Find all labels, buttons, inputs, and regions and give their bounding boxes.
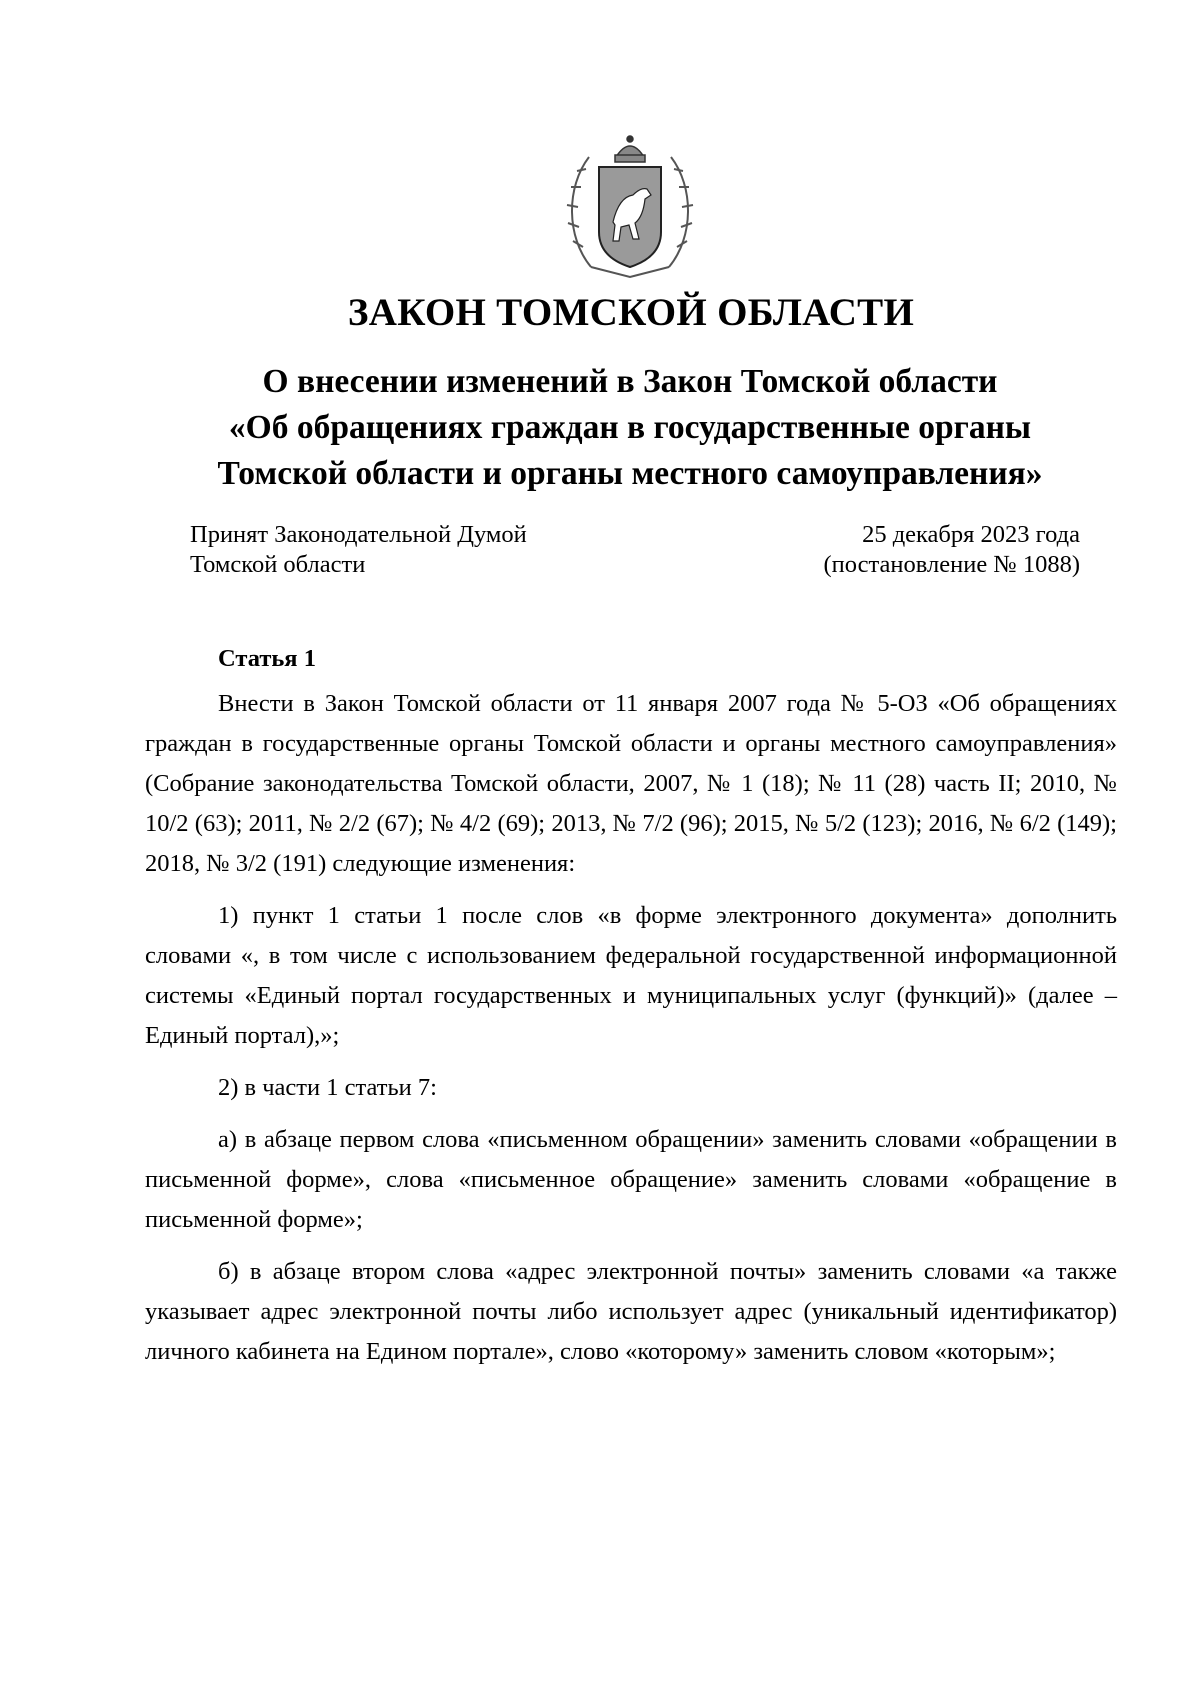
resolution-number: (постановление № 1088) — [823, 551, 1080, 578]
article-paragraph: Внести в Закон Томской области от 11 января 2007 года № 5-ОЗ «Об обращениях граждан в государственные органы Томской области и органы местного самоуправления» (Собрание законодательства Томской области, 2007, № 1 (18); № 11 (28) часть II; 2010, № 10/2 (63); 2011, № 2/2 (67); № 4/2 (69); 2013, № 7/2 (96); 2015, № 5/2 (123); 2016, № 6/2 (149); 2018, № 3/2 (191) следующие изменения: — [145, 690, 1117, 877]
article-paragraph: 2) в части 1 статьи 7: — [218, 1074, 437, 1101]
subject-line: Томской области и органы местного самоуправления» — [217, 455, 1043, 492]
article-paragraph: б) в абзаце втором слова «адрес электронной почты» заменить словами «а также указывает адрес электронной почты либо использует адрес (уникальный идентификатор) личного кабинета на Едином портале», слово «которому» заменить словом «которым»; — [145, 1258, 1117, 1365]
article-paragraph: 1) пункт 1 статьи 1 после слов «в форме электронного документа» дополнить словами «, в том числе с использованием федеральной государственной информационной системы «Единый портал государственных и муниципальных услуг (функций)» (далее – Единый портал),»; — [145, 902, 1117, 1049]
tomsk-oblast-coat-of-arms-icon — [561, 127, 699, 279]
adopted-by-line: Томской области — [190, 551, 366, 578]
adoption-date: 25 декабря 2023 года — [862, 521, 1080, 548]
adopted-by-line: Принят Законодательной Думой — [190, 521, 527, 548]
document-subject — [130, 359, 1130, 497]
article-heading: Статья 1 — [218, 645, 316, 672]
adoption-date-block — [780, 520, 1080, 580]
subject-line: «Об обращениях граждан в государственные органы — [228, 409, 1032, 446]
subject-line: О внесении изменений в Закон Томской области — [262, 363, 998, 400]
adopted-by-block — [190, 520, 527, 580]
article-body — [145, 684, 1117, 1384]
article-paragraph: а) в абзаце первом слова «письменном обращении» заменить словами «обращении в письменной форме», слова «письменное обращение» заменить словами «обращение в письменной форме»; — [145, 1126, 1117, 1233]
law-title: ЗАКОН ТОМСКОЙ ОБЛАСТИ — [347, 291, 915, 334]
